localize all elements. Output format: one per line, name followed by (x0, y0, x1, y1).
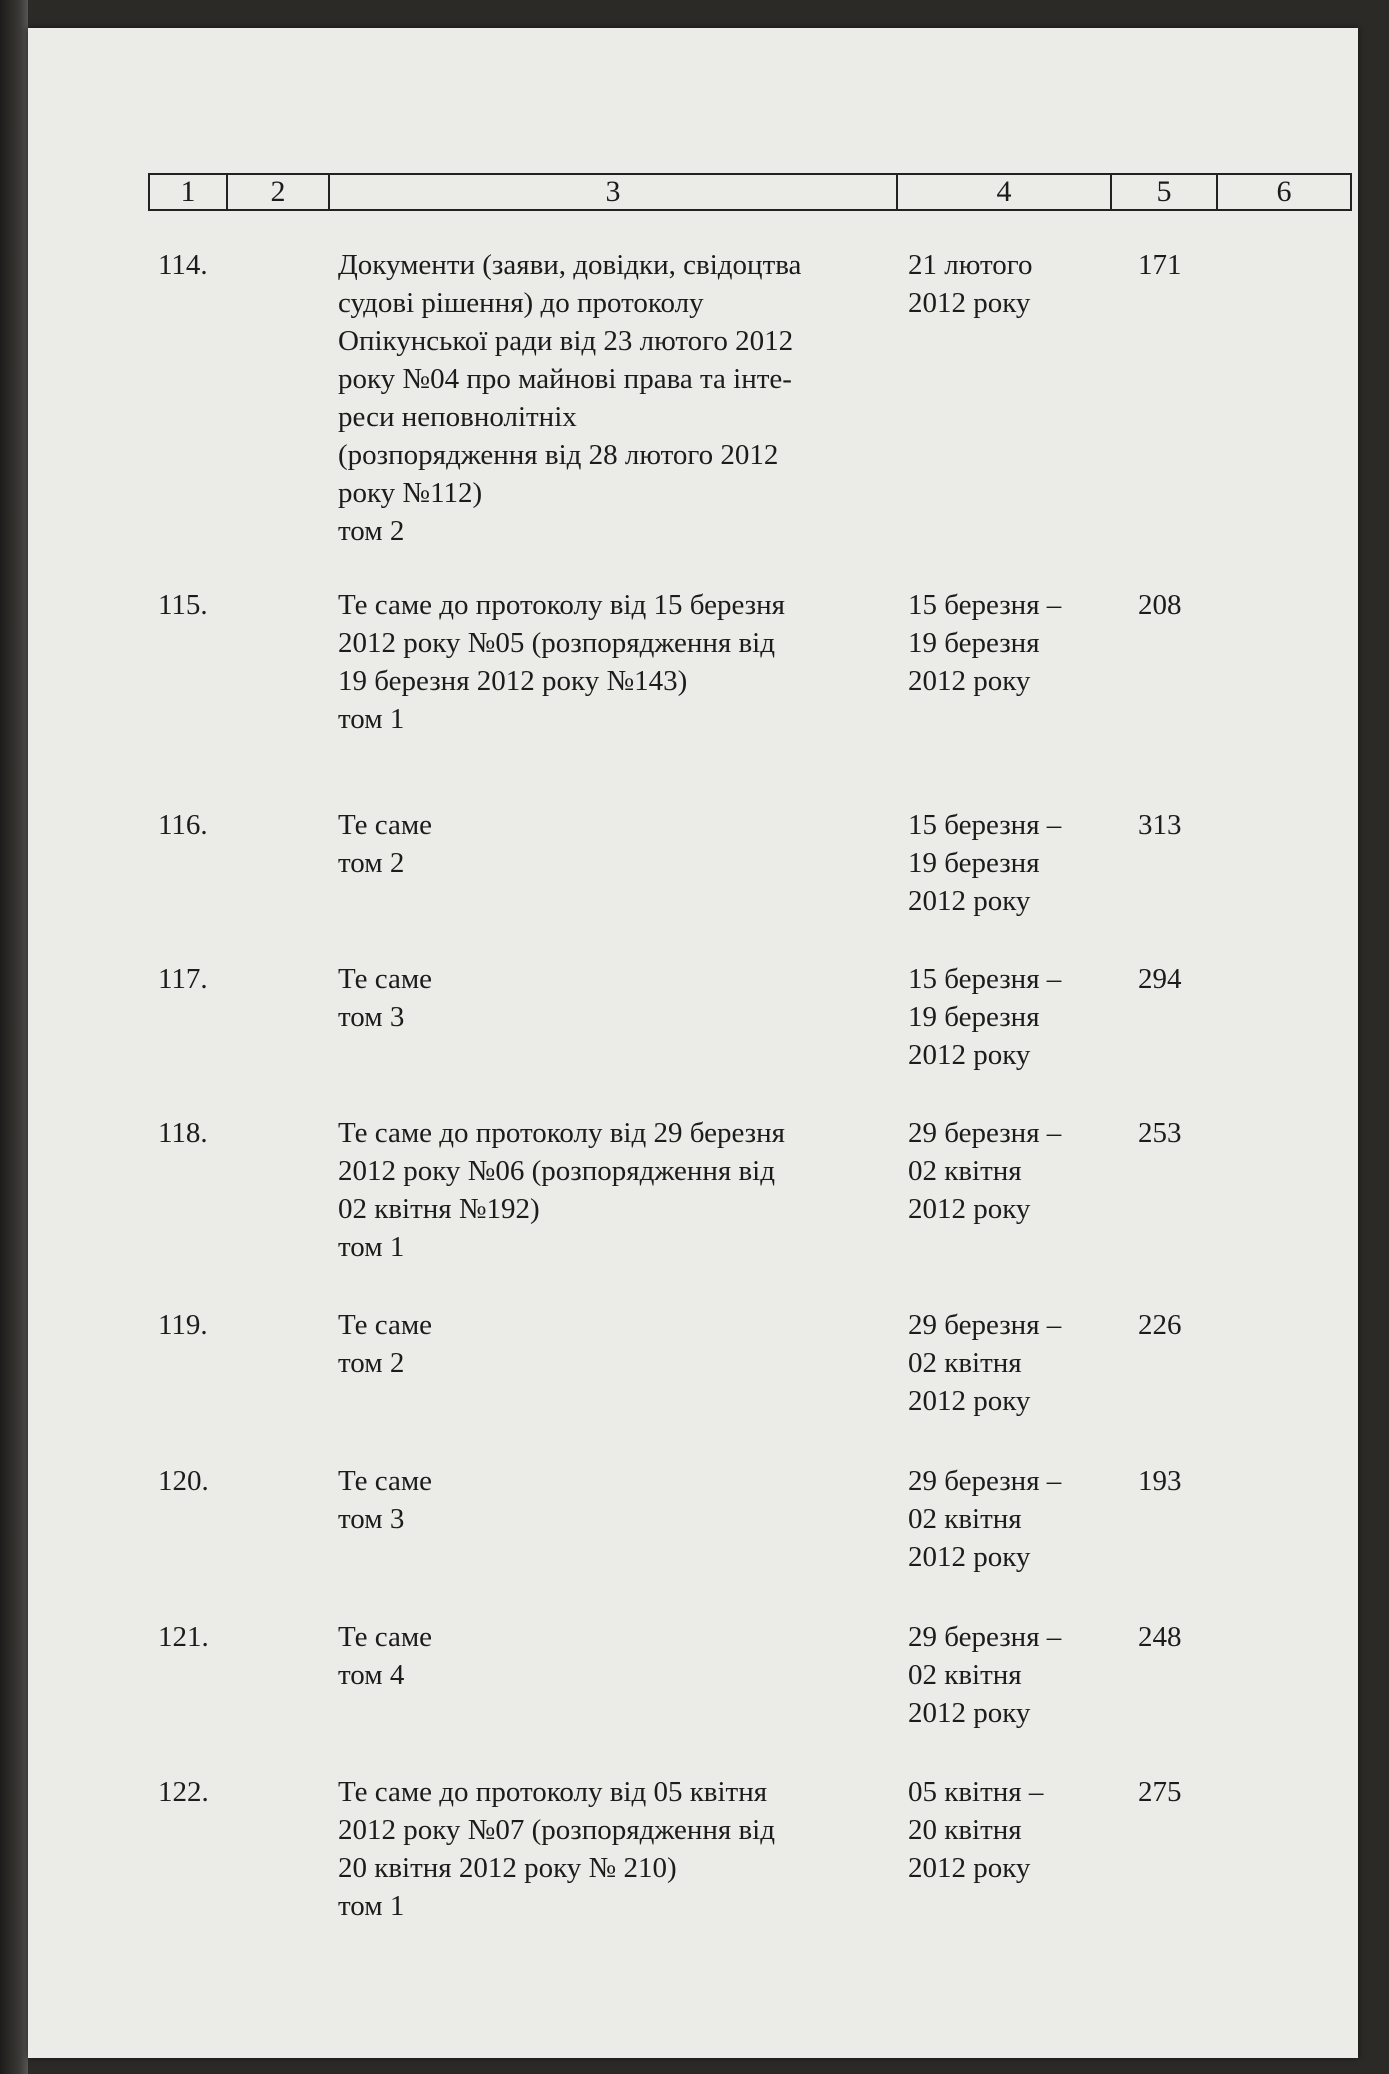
entry-date (908, 1462, 1108, 1576)
entry-page-count: 248 (1138, 1621, 1182, 1653)
entry-description (338, 1306, 908, 1382)
binding-edge (0, 0, 28, 2074)
date-line: 2012 року (908, 1039, 1031, 1071)
description-line: Те саме (338, 963, 433, 995)
entry-date (908, 1773, 1108, 1887)
entry-number: 114. (158, 249, 208, 281)
date-line: 19 березня (908, 627, 1040, 659)
date-line: 19 березня (908, 847, 1040, 879)
date-line: 2012 року (908, 1193, 1031, 1225)
entry-description (338, 1618, 908, 1694)
description-line: Те саме (338, 1621, 433, 1653)
description-line: Те саме (338, 809, 433, 841)
description-line: 19 березня 2012 року №143) (338, 665, 688, 697)
date-line: 29 березня – (908, 1117, 1062, 1149)
date-line: 2012 року (908, 1385, 1031, 1417)
date-line: 15 березня – (908, 589, 1062, 621)
description-line: том 4 (338, 1659, 405, 1691)
date-line: 2012 року (908, 1541, 1031, 1573)
entry-description (338, 246, 908, 550)
entry-date (908, 960, 1108, 1074)
description-line: том 2 (338, 515, 405, 547)
date-line: 2012 року (908, 665, 1031, 697)
column-header-3: 3 (330, 175, 898, 209)
description-line: 2012 року №07 (розпорядження від (338, 1814, 775, 1846)
description-line: реси неповнолітніх (338, 401, 577, 433)
description-line: Те саме до протоколу від 29 березня (338, 1117, 785, 1149)
entry-date (908, 806, 1108, 920)
date-line: 19 березня (908, 1001, 1040, 1033)
description-line: (розпорядження від 28 лютого 2012 (338, 439, 779, 471)
entry-number: 117. (158, 963, 208, 995)
entry-page-count: 171 (1138, 249, 1182, 281)
entry-date (908, 246, 1108, 322)
date-line: 29 березня – (908, 1309, 1062, 1341)
date-line: 29 березня – (908, 1465, 1062, 1497)
description-line: том 3 (338, 1001, 405, 1033)
entry-description (338, 1114, 908, 1266)
description-line: том 1 (338, 703, 405, 735)
entry-number: 118. (158, 1117, 208, 1149)
column-header-row (148, 173, 1352, 211)
description-line: Те саме до протоколу від 15 березня (338, 589, 785, 621)
entry-page-count: 253 (1138, 1117, 1182, 1149)
date-line: 15 березня – (908, 963, 1062, 995)
description-line: том 1 (338, 1231, 405, 1263)
date-line: 15 березня – (908, 809, 1062, 841)
date-line: 05 квітня – (908, 1776, 1044, 1808)
description-line: Те саме до протоколу від 05 квітня (338, 1776, 768, 1808)
column-header-6: 6 (1276, 175, 1292, 208)
description-line: Документи (заяви, довідки, свідоцтва (338, 249, 802, 281)
date-line: 2012 року (908, 1852, 1031, 1884)
entry-date (908, 1618, 1108, 1732)
entry-page-count: 313 (1138, 809, 1182, 841)
entry-description (338, 960, 908, 1036)
description-line: 2012 року №05 (розпорядження від (338, 627, 775, 659)
description-line: Те саме (338, 1465, 433, 1497)
entry-number: 120. (158, 1465, 209, 1497)
entry-number: 122. (158, 1776, 209, 1808)
description-line: року №112) (338, 477, 483, 509)
date-line: 2012 року (908, 885, 1031, 917)
description-line: том 2 (338, 847, 405, 879)
description-line: року №04 про майнові права та інте- (338, 363, 792, 395)
description-line: 02 квітня №192) (338, 1193, 540, 1225)
date-line: 2012 року (908, 287, 1031, 319)
column-header-1: 1 (150, 175, 228, 209)
entry-description (338, 1773, 908, 1925)
entry-number: 115. (158, 589, 208, 621)
date-line: 02 квітня (908, 1659, 1022, 1691)
description-line: том 2 (338, 1347, 405, 1379)
entry-date (908, 586, 1108, 700)
entry-page-count: 208 (1138, 589, 1182, 621)
entry-number: 119. (158, 1309, 208, 1341)
entry-description (338, 806, 908, 882)
date-line: 02 квітня (908, 1503, 1022, 1535)
entry-date (908, 1306, 1108, 1420)
description-line: том 1 (338, 1890, 405, 1922)
column-header-2: 2 (228, 175, 330, 209)
document-page (28, 28, 1358, 2058)
description-line: том 3 (338, 1503, 405, 1535)
date-line: 29 березня – (908, 1621, 1062, 1653)
entry-number: 116. (158, 809, 208, 841)
date-line: 20 квітня (908, 1814, 1022, 1846)
entry-page-count: 275 (1138, 1776, 1182, 1808)
entry-number: 121. (158, 1621, 209, 1653)
column-header-4: 4 (898, 175, 1112, 209)
description-line: Те саме (338, 1309, 433, 1341)
description-line: 20 квітня 2012 року № 210) (338, 1852, 677, 1884)
date-line: 02 квітня (908, 1155, 1022, 1187)
entry-description (338, 586, 908, 738)
date-line: 21 лютого (908, 249, 1033, 281)
date-line: 2012 року (908, 1697, 1031, 1729)
column-header-5: 5 (1112, 175, 1218, 209)
entry-page-count: 294 (1138, 963, 1182, 995)
description-line: Опікунської ради від 23 лютого 2012 (338, 325, 794, 357)
date-line: 02 квітня (908, 1347, 1022, 1379)
entry-page-count: 193 (1138, 1465, 1182, 1497)
entry-date (908, 1114, 1108, 1228)
entry-page-count: 226 (1138, 1309, 1182, 1341)
description-line: 2012 року №06 (розпорядження від (338, 1155, 775, 1187)
entry-description (338, 1462, 908, 1538)
description-line: судові рішення) до протоколу (338, 287, 704, 319)
